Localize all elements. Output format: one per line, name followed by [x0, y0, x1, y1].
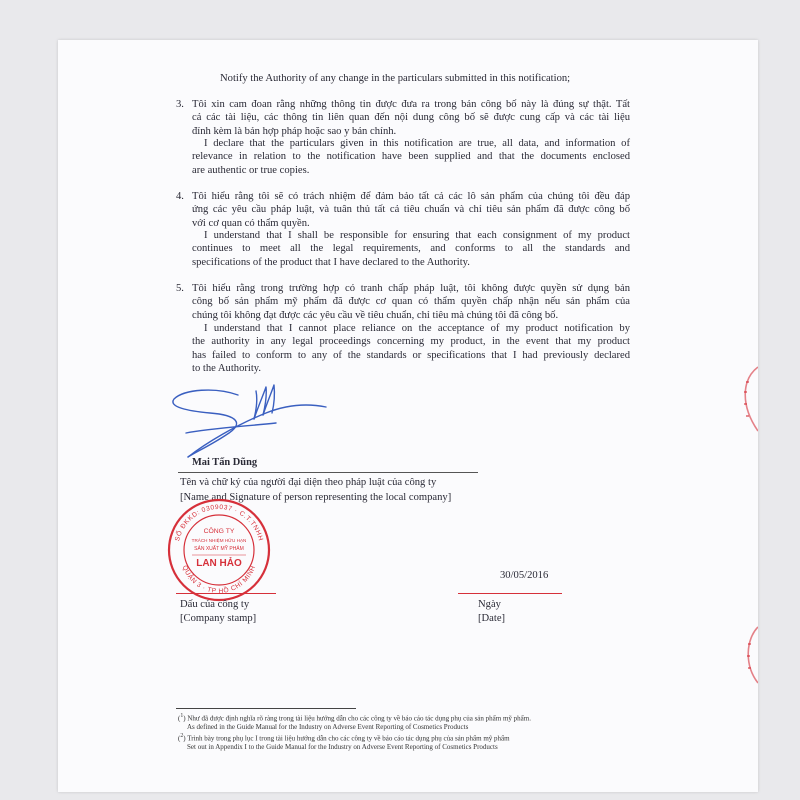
item-5-english — [192, 322, 630, 375]
item-3-english — [192, 137, 630, 177]
stamp-top-text: SỐ ĐKKD: 0309037 · C.T.TNHH — [174, 503, 265, 542]
item-3-en-line: relevance in relation to the notification have been supplied and that the documents enclosed — [192, 151, 630, 163]
item-5-vi-line: chúng tôi không đạt được các yêu cầu về tiêu chuẩn, chỉ tiêu mà chúng tôi đã công bố. — [192, 309, 559, 321]
item-5-vi-line: công bố sản phẩm mỹ phẩm đã được cơ quan có thẩm quyền chấp nhận nếu sản phẩm của — [192, 296, 630, 308]
item-3-vietnamese — [192, 98, 630, 138]
item-3-vi-line: cả các tài liệu, các thông tin liên quan đến nội dung công bố sẽ được cung cấp và các tài liệu — [192, 112, 630, 124]
item-5-en-line: to the Authority. — [192, 362, 262, 374]
signer-name: Mai Tấn Dũng — [192, 457, 258, 468]
date-label-vietnamese: Ngày — [478, 599, 501, 610]
item-3-en-line: are authentic or true copies. — [192, 164, 310, 176]
item-4-en-line: I understand that I shall be responsible for ensuring that each consignment of my product — [204, 230, 630, 241]
item-4-vi-line: Tôi hiểu rằng tôi sẽ có trách nhiệm để đảm bảo tất cả các lô sản phẩm của chúng tôi đều đáp — [192, 191, 630, 202]
sign-label-english: [Name and Signature of person representing the local company] — [180, 492, 452, 503]
document-page — [58, 40, 758, 792]
footnote-1-en: As defined in the Guide Manual for the Industry on Adverse Event Reporting of Cosmetics Products — [187, 723, 469, 732]
item-3-vi-line: đính kèm là bản hợp pháp hoặc sao y bản chính. — [192, 125, 397, 137]
item-4-en-line: specifications of the product that I have declared to the Authority. — [192, 256, 470, 268]
stamp-line — [176, 593, 276, 594]
company-stamp-label-vietnamese: Dấu của công ty — [180, 599, 250, 610]
partial-seal-edge-top — [738, 365, 758, 435]
date-value: 30/05/2016 — [500, 570, 549, 581]
item-4-vietnamese — [192, 190, 630, 230]
partial-seal-edge-bottom — [742, 625, 758, 685]
item-number-3: 3. — [176, 99, 184, 110]
company-stamp-label-english: [Company stamp] — [180, 613, 257, 624]
footnote-1: ($^1$) Như đã được định nghĩa rõ ràng trong tài liệu hướng dẫn cho các công ty về báo cáo tác dụng phụ của sản phẩm mỹ phẩm. As defined in the Guide Manual for the Industry on Adverse Event Reporting of Cosmetics Products — [178, 713, 531, 732]
item-3-vi-line: Tôi xin cam đoan rằng những thông tin được đưa ra trong bản công bố này là đúng sự thật. Tất — [192, 99, 630, 110]
date-line — [458, 593, 562, 594]
item-4-vi-line: với cơ quan có thẩm quyền. — [192, 217, 310, 229]
signature-line — [178, 472, 478, 473]
item-5-vietnamese — [192, 282, 630, 322]
footnote-separator — [176, 708, 356, 709]
item-4-en-line: continues to meet all the legal requirements, and conforms to all the standards and — [192, 243, 630, 255]
sign-label-vietnamese: Tên và chữ ký của người đại diện theo pháp luật của công ty — [180, 477, 437, 488]
item-5-vi-line: Tôi hiểu rằng trong trường hợp có tranh chấp pháp luật, tôi không được quyền sử dụng bản — [192, 283, 630, 294]
stamp-line1: CÔNG TY — [203, 528, 235, 535]
footnote-2-en: Set out in Appendix I to the Guide Manual for the Industry on Adverse Event Reporting of Cosmetics Products — [187, 743, 498, 752]
date-label-english: [Date] — [478, 613, 506, 624]
item-4-vi-line: ứng các yêu cầu pháp luật, và tuân thủ tất cả tiêu chuẩn và chỉ tiêu sản phẩm đã được công bố — [192, 204, 630, 216]
footnote-2: ($^2$) Trình bày trong phụ lục I trong tài liệu hướng dẫn cho các công ty về báo cáo tác dụng phụ của sản phẩm mỹ phẩm Set out in Appendix I to the Guide Manual for the Industry on Adverse Event Reporting of Cosmetics Products — [178, 733, 510, 752]
stamp-bottom-text: QUẬN 3 · TP HỒ CHÍ MINH — [180, 564, 258, 596]
company-seal — [164, 495, 274, 605]
svg-text:QUẬN 3 · TP HỒ CHÍ MINH — [181, 565, 257, 596]
footnote-1-vi: Như đã được định nghĩa rõ ràng trong tài liệu hướng dẫn cho các công ty về báo cáo tác dụng phụ của sản phẩm mỹ phẩm. — [187, 714, 531, 723]
item-5-en-line: the authority in any legal proceedings concerning my product, in the event that my product — [192, 336, 630, 348]
stamp-line2: TRÁCH NHIỆM HỮU HẠN — [191, 538, 247, 543]
handwritten-signature — [166, 373, 336, 463]
stamp-line3: SẢN XUẤT MỸ PHẨM — [194, 546, 244, 552]
item-5-en-line: I understand that I cannot place reliance on the acceptance of my product notification by — [204, 323, 630, 334]
item-5-en-line: has failed to conform to any of the standards or specifications that I had previously declared — [192, 349, 630, 361]
footnote-2-marker: 2 — [180, 733, 184, 739]
item-4-english — [192, 229, 630, 269]
footnote-2-vi: Trình bày trong phụ lục I trong tài liệu hướng dẫn cho các công ty về báo cáo tác dụng phụ của sản phẩm mỹ phẩm — [187, 734, 510, 743]
item-3-en-line: I declare that the particulars given in this notification are true, all data, and information of — [204, 138, 630, 149]
item-number-5: 5. — [176, 283, 184, 294]
footnote-1-marker: 1 — [180, 713, 184, 719]
stamp-name: LAN HẢO — [196, 558, 242, 569]
intro-line: Notify the Authority of any change in the particulars submitted in this notification; — [220, 73, 571, 84]
item-number-4: 4. — [176, 191, 184, 202]
